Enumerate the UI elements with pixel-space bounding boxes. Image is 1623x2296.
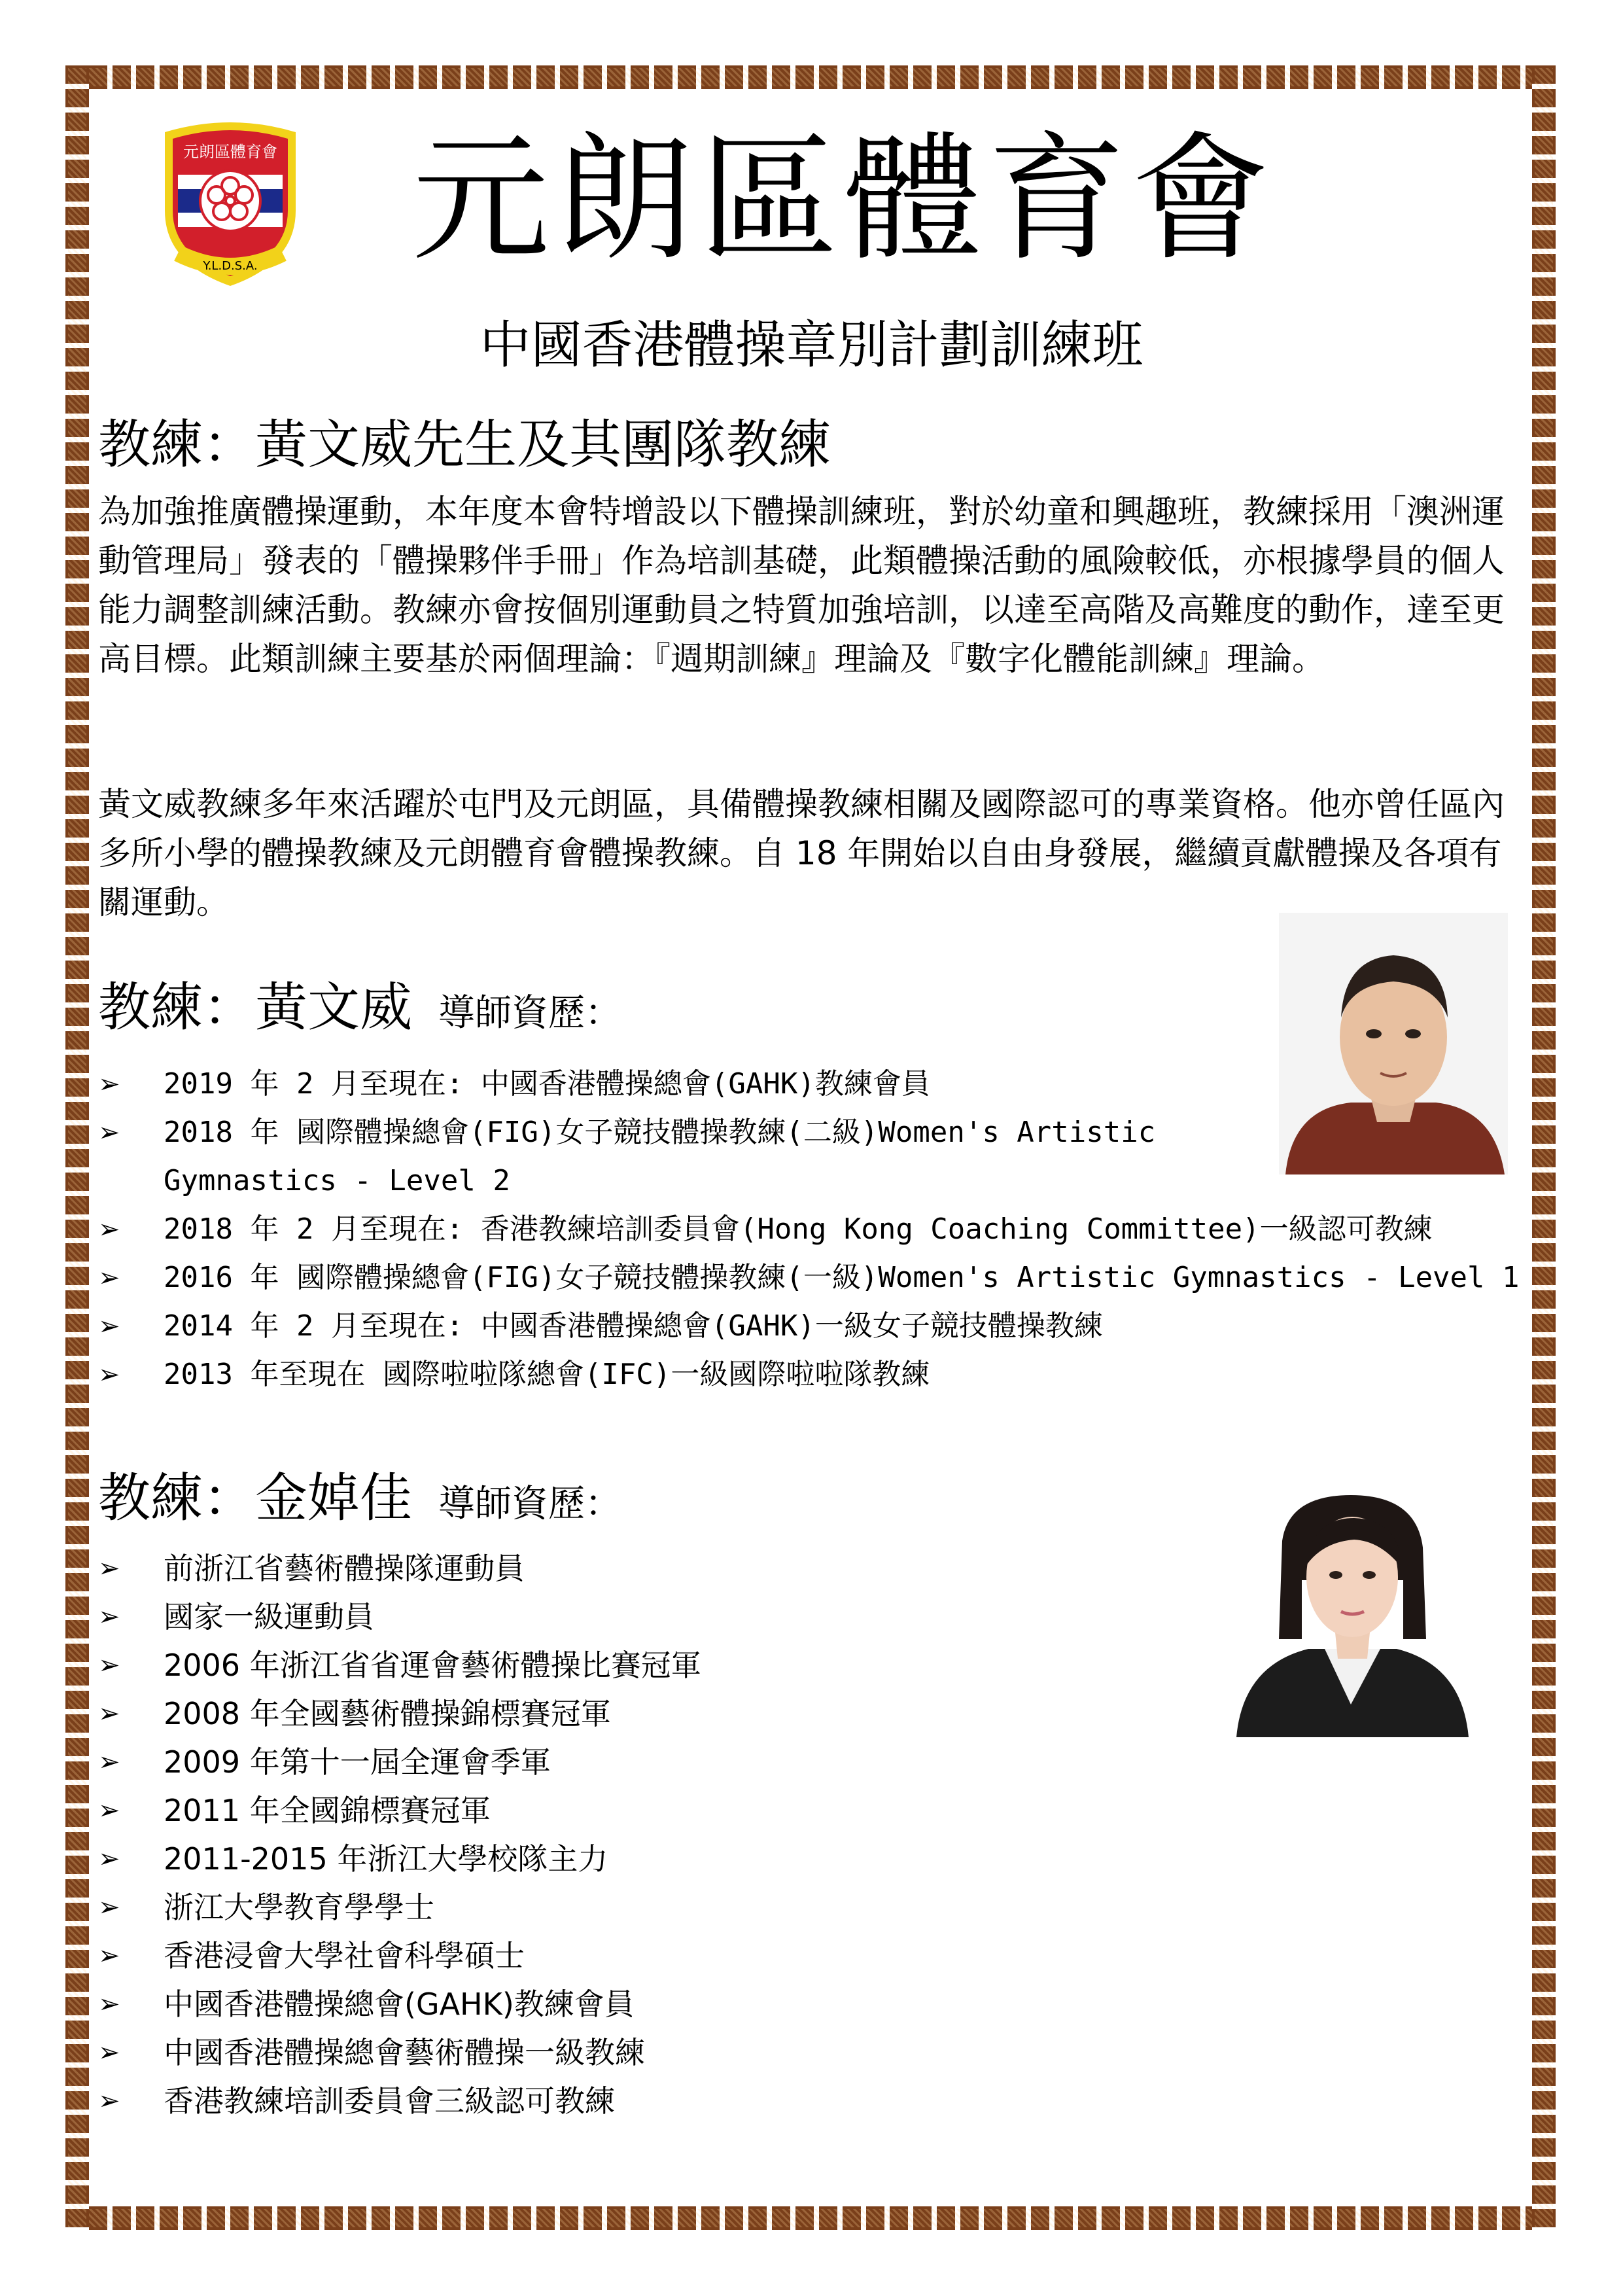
list-item: ➢ 2018 年 國際體操總會(FIG)女子競技體操教練(二級)Women's Artistic Gymnastics - Level 2 xyxy=(98,1108,1341,1205)
arrow-bullet-icon: ➢ xyxy=(98,1795,120,1826)
coach-kam-photo xyxy=(1236,1489,1469,1737)
list-item: ➢ 2008 年全國藝術體操錦標賽冠軍 xyxy=(98,1689,1210,1738)
list-item: ➢ 浙江大學教育學學士 xyxy=(98,1883,1210,1932)
arrow-bullet-icon: ➢ xyxy=(98,1747,120,1777)
arrow-bullet-icon: ➢ xyxy=(98,2038,120,2068)
arrow-bullet-icon: ➢ xyxy=(98,1553,120,1583)
decorative-border-right xyxy=(1532,65,1556,2230)
list-item: ➢ 國家一級運動員 xyxy=(98,1593,1210,1641)
arrow-bullet-icon: ➢ xyxy=(98,1360,120,1390)
arrow-bullet-icon: ➢ xyxy=(98,1311,120,1341)
coach-kam-heading xyxy=(98,1466,621,1537)
arrow-bullet-icon: ➢ xyxy=(98,1892,120,1922)
arrow-bullet-icon: ➢ xyxy=(98,1941,120,1971)
arrow-bullet-icon: ➢ xyxy=(98,2086,120,2116)
coach-wong-heading xyxy=(98,975,621,1046)
list-item: ➢ 中國香港體操總會(GAHK)教練會員 xyxy=(98,1980,1210,2028)
arrow-bullet-icon: ➢ xyxy=(98,1214,120,1245)
coaches-heading: 教練：黃文威先生及其團隊教練 xyxy=(98,414,831,475)
decorative-border-left xyxy=(65,65,89,2230)
coach-wong-name: 教練：黃文威 xyxy=(98,977,412,1038)
arrow-bullet-icon: ➢ xyxy=(98,1069,120,1099)
coach-kam-sub: 導師資歷： xyxy=(438,1483,621,1525)
arrow-bullet-icon: ➢ xyxy=(98,1699,120,1729)
list-item: ➢ 香港教練培訓委員會三級認可教練 xyxy=(98,2077,1210,2125)
list-item: ➢ 2016 年 國際體操總會(FIG)女子競技體操教練(一級)Women's Artistic Gymnastics - Level 1 xyxy=(98,1254,1524,1302)
coach-kam-name: 教練：金婥佳 xyxy=(98,1468,412,1528)
list-item: ➢ 2011 年全國錦標賽冠軍 xyxy=(98,1786,1210,1835)
coach-wong-sub: 導師資歷： xyxy=(438,992,621,1034)
svg-text:Y.L.D.S.A.: Y.L.D.S.A. xyxy=(203,259,258,273)
coach-wong-qualifications xyxy=(98,1060,1524,1399)
intro-paragraph: 為加強推廣體操運動，本年度本會特增設以下體操訓練班，對於幼童和興趣班，教練採用「澳洲運動管理局」發表的「體操夥伴手冊」作為培訓基礎，此類體操活動的風險較低，亦根據學員的個人能力調整訓練活動。教練亦會按個別運動員之特質加強培訓，以達至高階及高難度的動作，達至更高目標。此類訓練主要基於兩個理論：『週期訓練』理論及『數字化體能訓練』理論。 xyxy=(98,493,1505,678)
svg-text:元朗區體育會: 元朗區體育會 xyxy=(183,143,277,161)
arrow-bullet-icon: ➢ xyxy=(98,1989,120,2019)
list-item: ➢ 2013 年至現在 國際啦啦隊總會(IFC)一級國際啦啦隊教練 xyxy=(98,1351,1524,1399)
arrow-bullet-icon: ➢ xyxy=(98,1602,120,1632)
list-item: ➢ 2006 年浙江省省運會藝術體操比賽冠軍 xyxy=(98,1641,1210,1689)
decorative-border-bottom xyxy=(65,2206,1556,2230)
page-title: 元朗區體育會 xyxy=(411,119,1276,279)
list-item: ➢ 2011-2015 年浙江大學校隊主力 xyxy=(98,1835,1210,1883)
list-item: ➢ 前浙江省藝術體操隊運動員 xyxy=(98,1544,1210,1593)
page-subtitle: 中國香港體操章別計劃訓練班 xyxy=(480,316,1143,375)
club-logo xyxy=(152,113,309,289)
list-item: ➢ 2018 年 2 月至現在: 香港教練培訓委員會(Hong Kong Coaching Committee)一級認可教練 xyxy=(98,1205,1524,1254)
list-item: ➢ 2009 年第十一屆全運會季軍 xyxy=(98,1738,1210,1786)
arrow-bullet-icon: ➢ xyxy=(98,1650,120,1680)
arrow-bullet-icon: ➢ xyxy=(98,1263,120,1293)
list-item: ➢ 2014 年 2 月至現在: 中國香港體操總會(GAHK)一級女子競技體操教練 xyxy=(98,1302,1524,1351)
coach-kam-qualifications xyxy=(98,1544,1210,2125)
bio-paragraph: 黃文威教練多年來活躍於屯門及元朗區，具備體操教練相關及國際認可的專業資格。他亦曾任區內多所小學的體操教練及元朗體育會體操教練。自 18 年開始以自由身發展，繼續貢獻體操及各項有關運動。 xyxy=(98,785,1505,921)
decorative-border-top xyxy=(65,65,1556,89)
list-item: ➢ 香港浸會大學社會科學碩士 xyxy=(98,1932,1210,1980)
list-item: ➢ 中國香港體操總會藝術體操一級教練 xyxy=(98,2028,1210,2077)
arrow-bullet-icon: ➢ xyxy=(98,1118,120,1148)
arrow-bullet-icon: ➢ xyxy=(98,1844,120,1874)
list-item: ➢ 2019 年 2 月至現在: 中國香港體操總會(GAHK)教練會員 xyxy=(98,1060,1524,1108)
